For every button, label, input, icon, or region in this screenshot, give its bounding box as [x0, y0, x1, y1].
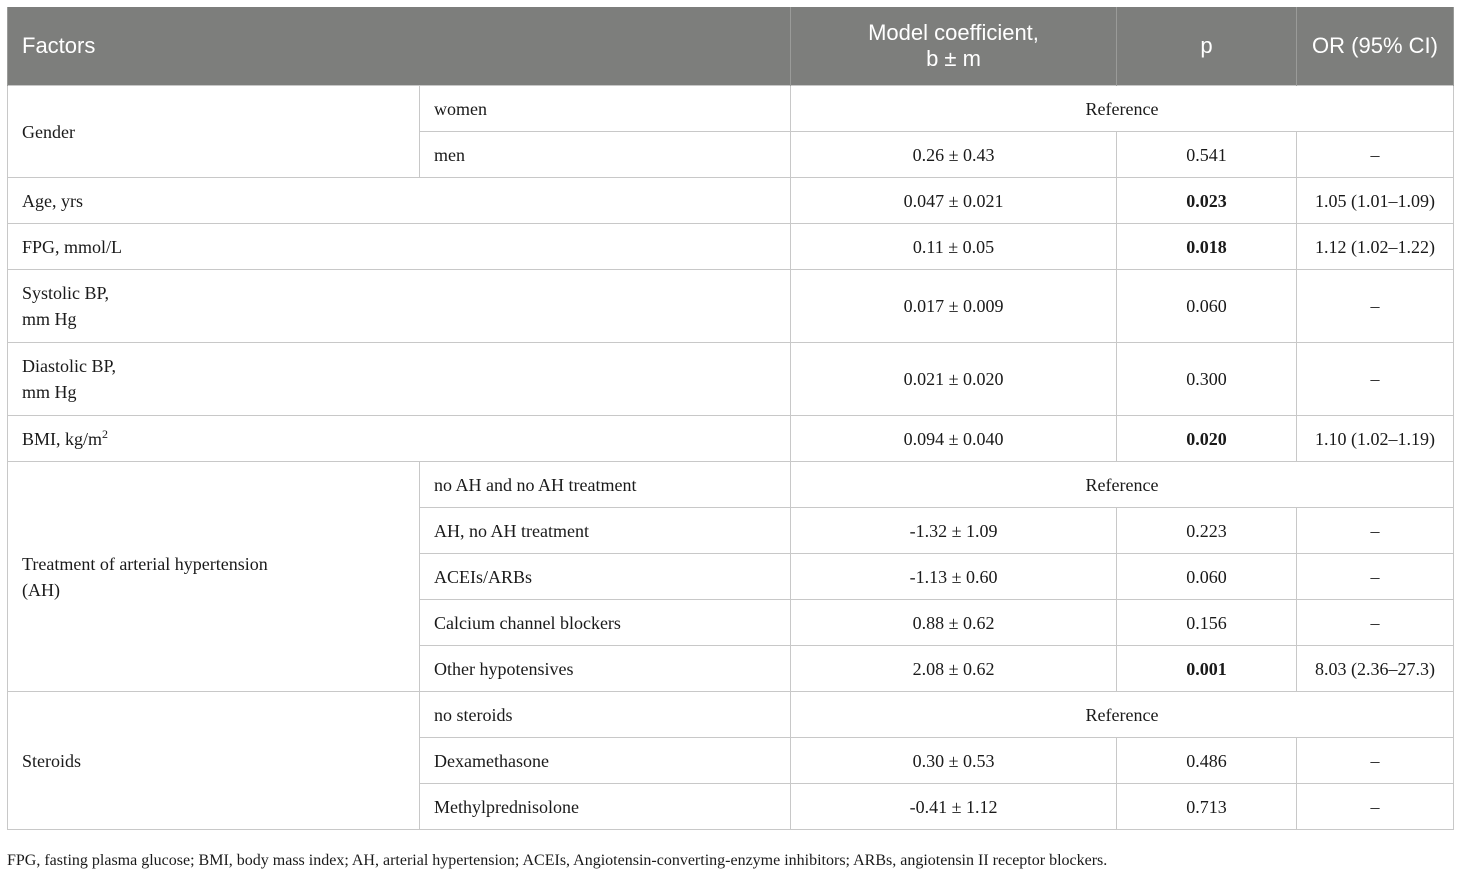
table-row	[8, 86, 1454, 132]
or-cell: 1.12 (1.02–1.22)	[1297, 224, 1454, 270]
coef-cell: 2.08 ± 0.62	[791, 646, 1117, 692]
or-cell: –	[1297, 508, 1454, 554]
coef-cell: 0.094 ± 0.040	[791, 416, 1117, 462]
or-cell: –	[1297, 784, 1454, 830]
level-ah: AH, no AH treatment	[420, 508, 791, 554]
coef-cell: 0.88 ± 0.62	[791, 600, 1117, 646]
or-cell: –	[1297, 270, 1454, 343]
table-row	[8, 416, 1454, 462]
level-ah: Other hypotensives	[420, 646, 791, 692]
level-steroids: Methylprednisolone	[420, 784, 791, 830]
coef-cell: 0.11 ± 0.05	[791, 224, 1117, 270]
or-cell: –	[1297, 554, 1454, 600]
coef-cell: 0.017 ± 0.009	[791, 270, 1117, 343]
regression-table-container	[7, 7, 1453, 830]
factor-systolic-bp: Systolic BP, mm Hg	[8, 270, 791, 343]
level-ah: no AH and no AH treatment	[420, 462, 791, 508]
factor-diastolic-bp: Diastolic BP, mm Hg	[8, 343, 791, 416]
p-cell: 0.060	[1117, 270, 1297, 343]
table-footnote: FPG, fasting plasma glucose; BMI, body mass index; AH, arterial hypertension; ACEIs, Angiotensin-converting-enzyme inhibitors; ARBs, angiotensin II receptor blockers.	[7, 852, 1108, 869]
p-cell: 0.018	[1117, 224, 1297, 270]
level-women: women	[420, 86, 791, 132]
header-factors: Factors	[8, 7, 791, 86]
p-cell: 0.541	[1117, 132, 1297, 178]
reference-cell: Reference	[791, 692, 1454, 738]
level-ah: ACEIs/ARBs	[420, 554, 791, 600]
table-row	[8, 692, 1454, 738]
factor-ah-treatment: Treatment of arterial hypertension (AH)	[8, 462, 420, 692]
table-row	[8, 343, 1454, 416]
p-cell: 0.023	[1117, 178, 1297, 224]
level-steroids: no steroids	[420, 692, 791, 738]
p-cell: 0.001	[1117, 646, 1297, 692]
or-cell: 8.03 (2.36–27.3)	[1297, 646, 1454, 692]
table-row	[8, 224, 1454, 270]
reference-cell: Reference	[791, 462, 1454, 508]
factor-bmi: BMI, $kg/m^2$	[8, 416, 791, 462]
header-p: p	[1117, 7, 1297, 86]
header-or: OR (95% CI)	[1297, 7, 1454, 86]
table-row	[8, 270, 1454, 343]
or-cell: 1.10 (1.02–1.19)	[1297, 416, 1454, 462]
level-ah: Calcium channel blockers	[420, 600, 791, 646]
table-header-row	[8, 7, 1454, 86]
factor-steroids: Steroids	[8, 692, 420, 830]
regression-table	[7, 7, 1454, 830]
or-cell: –	[1297, 600, 1454, 646]
reference-cell: Reference	[791, 86, 1454, 132]
coef-cell: 0.30 ± 0.53	[791, 738, 1117, 784]
or-cell: –	[1297, 343, 1454, 416]
factor-fpg: FPG, mmol/L	[8, 224, 791, 270]
p-cell: 0.486	[1117, 738, 1297, 784]
p-cell: 0.223	[1117, 508, 1297, 554]
coef-cell: -1.13 ± 0.60	[791, 554, 1117, 600]
p-cell: 0.713	[1117, 784, 1297, 830]
level-men: men	[420, 132, 791, 178]
factor-age: Age, yrs	[8, 178, 791, 224]
or-cell: 1.05 (1.01–1.09)	[1297, 178, 1454, 224]
coef-cell: 0.047 ± 0.021	[791, 178, 1117, 224]
or-cell: –	[1297, 738, 1454, 784]
coef-cell: -0.41 ± 1.12	[791, 784, 1117, 830]
p-cell: 0.060	[1117, 554, 1297, 600]
p-cell: 0.156	[1117, 600, 1297, 646]
table-row	[8, 178, 1454, 224]
or-cell: –	[1297, 132, 1454, 178]
coef-cell: -1.32 ± 1.09	[791, 508, 1117, 554]
header-model-coefficient: Model coefficient, b ± m	[791, 7, 1117, 86]
coef-cell: 0.021 ± 0.020	[791, 343, 1117, 416]
level-steroids: Dexamethasone	[420, 738, 791, 784]
p-cell: 0.300	[1117, 343, 1297, 416]
table-row	[8, 462, 1454, 508]
coef-cell: 0.26 ± 0.43	[791, 132, 1117, 178]
factor-gender: Gender	[8, 86, 420, 178]
p-cell: 0.020	[1117, 416, 1297, 462]
